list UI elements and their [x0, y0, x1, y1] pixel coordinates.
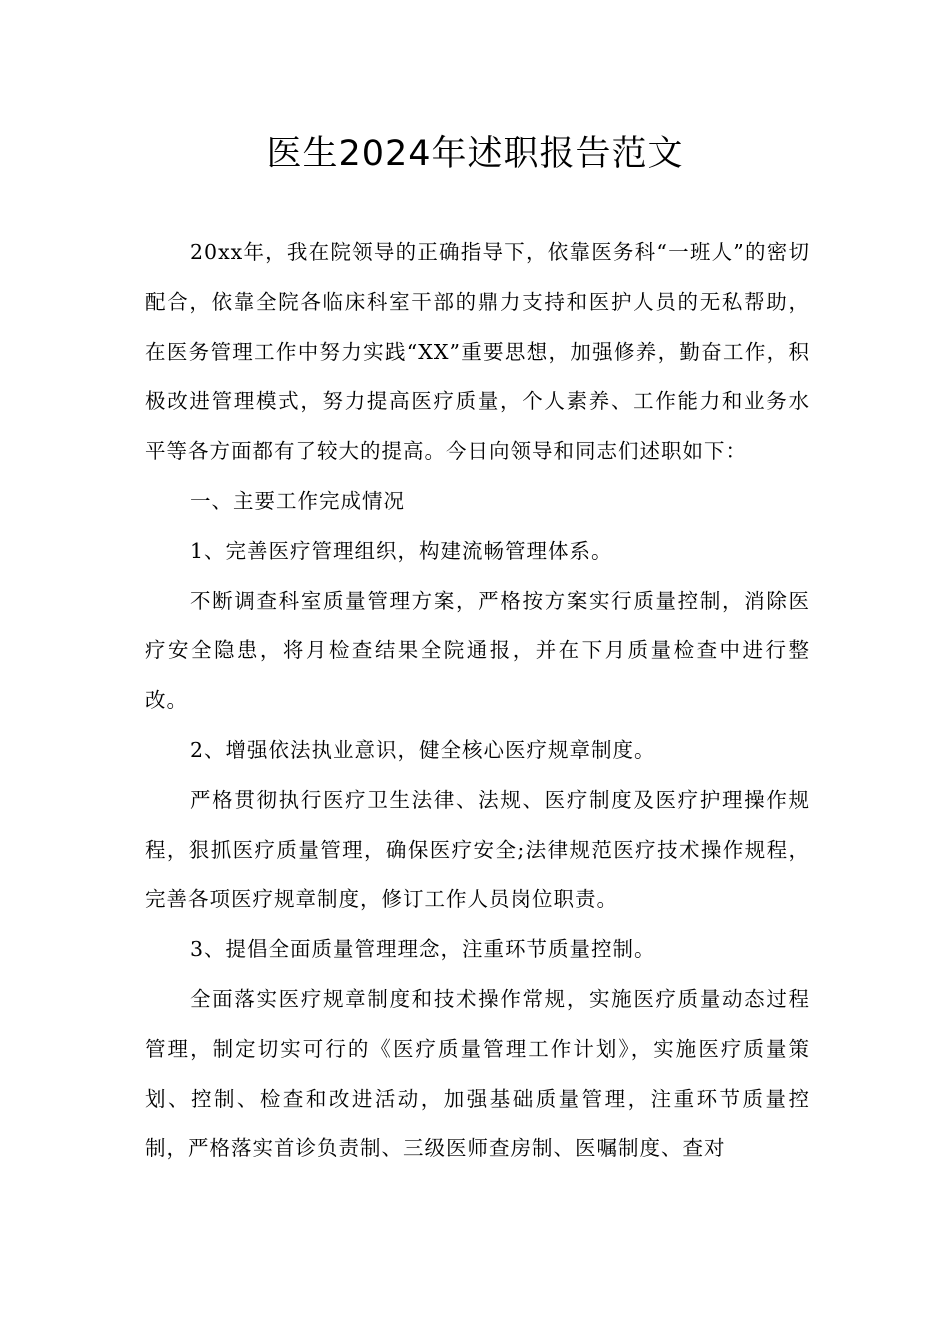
- item-heading-2: 2、增强依法执业意识，健全核心医疗规章制度。: [190, 737, 656, 762]
- item-heading-1: 1、完善医疗管理组织，构建流畅管理体系。: [190, 538, 613, 563]
- paragraph-item-3: 全面落实医疗规章制度和技术操作常规，实施医疗质量动态过程管理，制定切实可行的《医疗质量管理工作计划》，实施医疗质量策划、控制、检查和改进活动，加强基础质量管理，注重环节质量控制，严格落实首诊负责制、三级医师查房制、医嘱制度、查对: [145, 986, 810, 1161]
- item-heading-3: 3、提倡全面质量管理理念，注重环节质量控制。: [190, 937, 656, 962]
- section-heading-main-work: 一、主要工作完成情况: [190, 488, 405, 513]
- document-body: [145, 228, 810, 1174]
- paragraph-item-2: 严格贯彻执行医疗卫生法律、法规、医疗制度及医疗护理操作规程，狠抓医疗质量管理，确保医疗安全;法律规范医疗技术操作规程，完善各项医疗规章制度，修订工作人员岗位职责。: [145, 787, 810, 912]
- paragraph-intro: 20xx年，我在院领导的正确指导下，依靠医务科“一班人”的密切配合，依靠全院各临床科室干部的鼎力支持和医护人员的无私帮助，在医务管理工作中努力实践“XX”重要思想，加强修养，勤奋工作，积极改进管理模式，努力提高医疗质量，个人素养、工作能力和业务水平等各方面都有了较大的提高。今日向领导和同志们述职如下：: [145, 240, 810, 464]
- paragraph-item-1: 不断调查科室质量管理方案，严格按方案实行质量控制，消除医疗安全隐患，将月检查结果全院通报，并在下月质量检查中进行整改。: [145, 588, 810, 713]
- page-title: 医生2024年述职报告范文: [266, 134, 684, 174]
